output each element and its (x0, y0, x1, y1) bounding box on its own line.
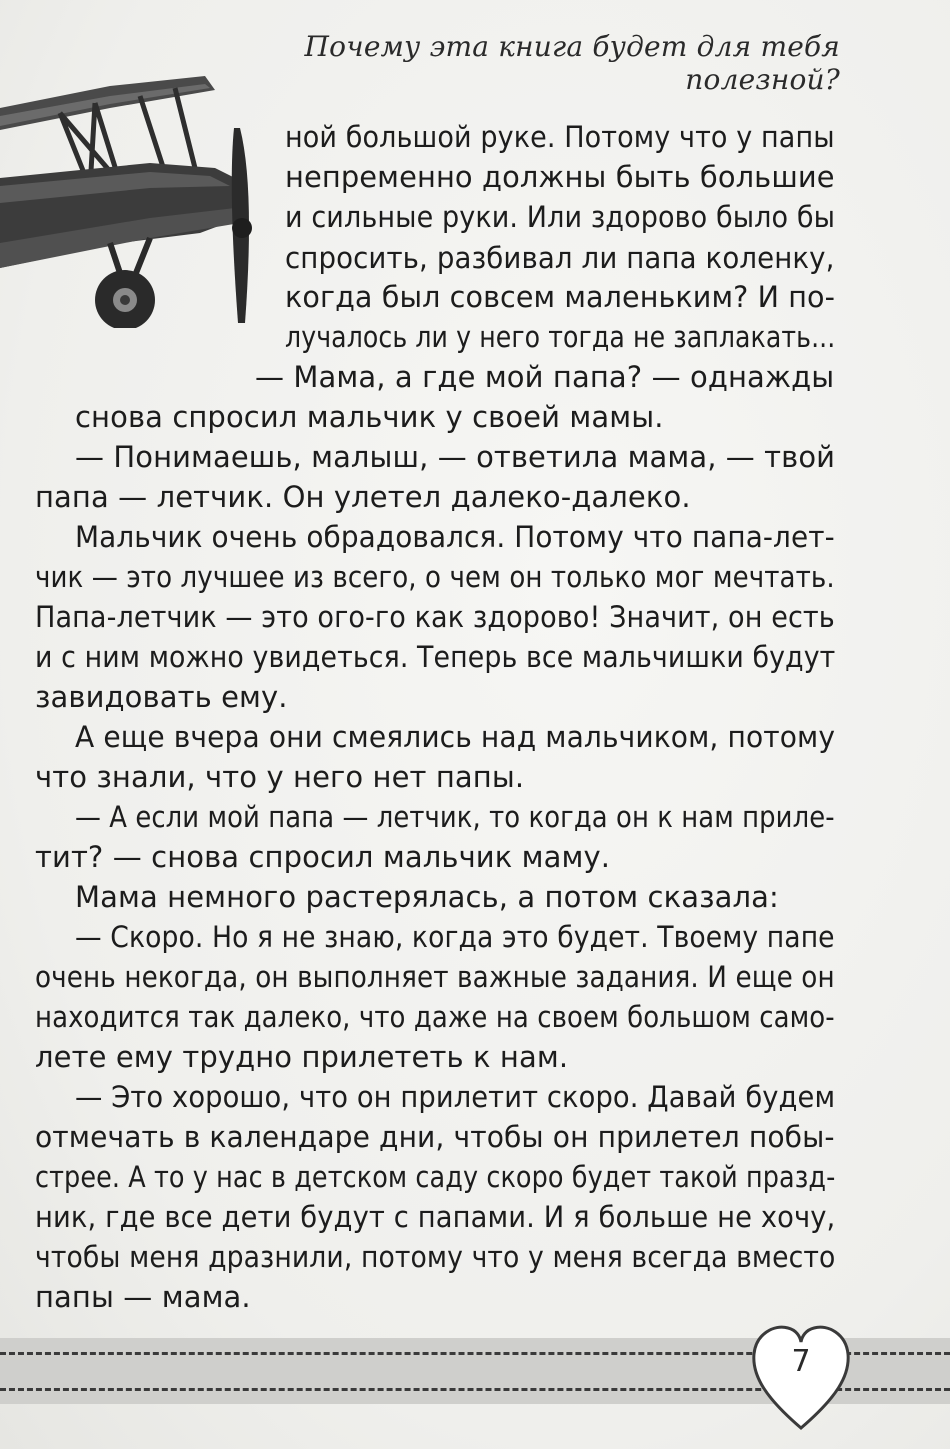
biplane-illustration-icon (0, 68, 270, 328)
text-line: лете ему трудно прилететь к нам. (35, 1040, 569, 1074)
text-line: что знали, что у него нет папы. (35, 760, 525, 794)
text-line: ник, где все дети будут с папами. И я больше не хочу, (35, 1200, 836, 1234)
text-line: и сильные руки. Или здорово было бы (285, 200, 836, 234)
text-line: снова спросил мальчик у своей мамы. (75, 400, 664, 434)
text-line: Мама немного растерялась, а потом сказала: (75, 880, 779, 914)
text-line: стрее. А то у нас в детском саду скоро будет такой празд- (35, 1160, 836, 1194)
text-line: ной большой руке. Потому что у папы (285, 120, 835, 154)
text-line: чик — это лучшее из всего, о чем он только мог мечтать. (35, 560, 835, 594)
text-line: папа — летчик. Он улетел далеко-далеко. (35, 480, 691, 514)
text-line: и с ним можно увидеться. Теперь все мальчишки будут (35, 640, 836, 674)
text-line: чтобы меня дразнили, потому что у меня всегда вместо (35, 1240, 836, 1274)
text-line: находится так далеко, что даже на своем большом само- (35, 1000, 835, 1034)
text-line: тит? — снова спросил мальчик маму. (35, 840, 611, 874)
text-line: спросить, разбивал ли папа коленку, (285, 241, 835, 275)
text-line: папы — мама. (35, 1280, 251, 1314)
text-line: — Это хорошо, что он прилетит скоро. Давай будем (75, 1080, 836, 1114)
text-line: — Мама, а где мой папа? — однажды (255, 360, 835, 394)
text-line: когда был совсем маленьким? И по- (285, 280, 836, 314)
text-line: завидовать ему. (35, 680, 288, 714)
text-line: лучалось ли у него тогда не заплакать... (285, 320, 836, 354)
text-line: Мальчик очень обрадовался. Потому что папа-лет- (75, 520, 835, 554)
text-line: — Понимаешь, малыш, — ответила мама, — твой (75, 440, 836, 474)
text-line: Папа-летчик — это ого-го как здорово! Значит, он есть (35, 600, 835, 634)
text-line: А еще вчера они смеялись над мальчиком, потому (75, 720, 836, 754)
text-line: непременно должны быть большие (285, 160, 835, 194)
page-number: 7 (791, 1344, 811, 1379)
text-line: — А если мой папа — летчик, то когда он к нам приле- (75, 800, 835, 834)
text-line: очень некогда, он выполняет важные задания. И еще он (35, 960, 835, 994)
text-line: — Скоро. Но я не знаю, когда это будет. Твоему папе (75, 920, 835, 954)
running-head: Почему эта книга будет для тебя полезной? (304, 30, 840, 96)
text-line: отмечать в календаре дни, чтобы он прилетел побы- (35, 1120, 835, 1154)
